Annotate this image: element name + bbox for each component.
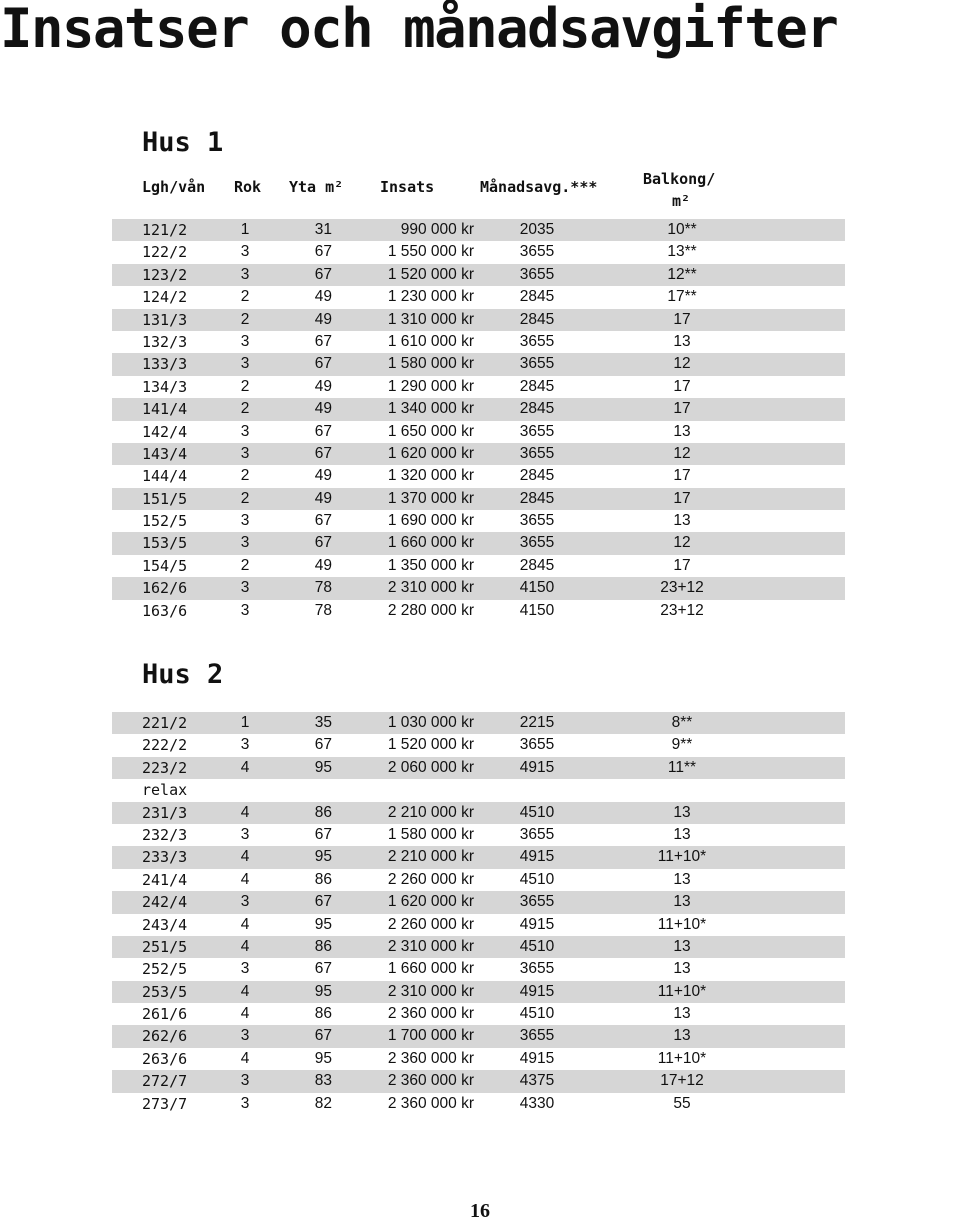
cell-yta: 86 <box>314 937 332 955</box>
cell-yta: 95 <box>314 1049 332 1067</box>
cell-yta: 49 <box>314 377 332 395</box>
cell-balkong: 17+12 <box>660 1072 704 1090</box>
cell-insats: 1 030 000 kr <box>387 714 474 731</box>
cell-manad: 3655 <box>519 355 555 373</box>
cell-manad: 2845 <box>519 400 555 418</box>
cell-apt: 163/6 <box>142 601 188 620</box>
cell-rok: 3 <box>240 422 250 440</box>
cell-rok: 4 <box>240 870 250 888</box>
section-title-hus-1: Hus 1 <box>142 127 224 158</box>
cell-manad: 4510 <box>519 870 555 888</box>
cell-balkong: 17 <box>673 556 691 574</box>
cell-manad: 2845 <box>519 489 555 507</box>
cell-insats: 1 650 000 kr <box>387 422 474 440</box>
cell-balkong: 11+10* <box>657 915 707 933</box>
cell-balkong: 10** <box>667 221 697 238</box>
table-row <box>112 779 845 801</box>
cell-manad: 4915 <box>519 1049 555 1067</box>
cell-balkong: 17 <box>673 400 691 418</box>
cell-balkong: 13 <box>673 512 691 530</box>
cell-manad: 4915 <box>519 758 555 776</box>
cell-yta: 86 <box>314 803 332 821</box>
cell-apt: 251/5 <box>142 937 188 956</box>
cell-yta: 95 <box>314 982 332 1000</box>
cell-yta: 78 <box>314 601 332 619</box>
cell-rok: 1 <box>240 714 250 731</box>
table-row <box>112 914 845 936</box>
cell-insats: 1 660 000 kr <box>387 960 474 978</box>
cell-apt: 141/4 <box>142 400 188 419</box>
table-row <box>112 1070 845 1092</box>
table-row <box>112 443 845 465</box>
cell-apt: 243/4 <box>142 915 188 934</box>
cell-insats: 1 550 000 kr <box>387 243 474 261</box>
table-row <box>112 1003 845 1025</box>
cell-rok: 4 <box>240 915 250 933</box>
cell-yta: 83 <box>314 1072 332 1090</box>
cell-balkong: 12** <box>667 265 697 283</box>
cell-manad: 2845 <box>519 467 555 485</box>
cell-yta: 49 <box>314 467 332 485</box>
cell-balkong: 17** <box>667 288 697 306</box>
cell-yta: 49 <box>314 556 332 574</box>
cell-apt: 132/3 <box>142 332 188 351</box>
cell-apt: 121/2 <box>142 221 188 239</box>
cell-balkong: 13 <box>673 1027 691 1045</box>
cell-apt: 152/5 <box>142 512 188 531</box>
cell-apt: 154/5 <box>142 556 188 575</box>
cell-insats: 2 360 000 kr <box>387 1094 474 1112</box>
cell-balkong: 12 <box>673 534 691 552</box>
table-row <box>112 488 845 510</box>
cell-insats: 1 620 000 kr <box>387 444 474 462</box>
cell-insats: 2 310 000 kr <box>387 937 474 955</box>
table-row <box>112 1093 845 1115</box>
section-title-hus-2: Hus 2 <box>142 659 224 690</box>
cell-apt: 253/5 <box>142 982 188 1001</box>
page-title: Insatser och månadsavgifter <box>0 0 838 60</box>
cell-yta: 67 <box>314 265 332 283</box>
cell-balkong: 12 <box>673 355 691 373</box>
table-row <box>112 936 845 958</box>
cell-manad: 2035 <box>519 221 555 238</box>
table-row <box>112 824 845 846</box>
cell-yta: 67 <box>314 534 332 552</box>
cell-apt: 142/4 <box>142 422 188 441</box>
table-row <box>112 802 845 824</box>
table-row <box>112 309 845 331</box>
cell-insats: 1 370 000 kr <box>387 489 474 507</box>
header-yta: Yta m² <box>289 178 344 196</box>
cell-manad: 3655 <box>519 736 555 754</box>
cell-manad: 3655 <box>519 243 555 261</box>
cell-manad: 3655 <box>519 422 555 440</box>
cell-yta: 49 <box>314 489 332 507</box>
cell-rok: 3 <box>240 243 250 261</box>
cell-rok: 3 <box>240 960 250 978</box>
cell-yta: 67 <box>314 893 332 911</box>
cell-yta: 67 <box>314 512 332 530</box>
cell-manad: 3655 <box>519 332 555 350</box>
cell-manad: 3655 <box>519 893 555 911</box>
cell-manad: 3655 <box>519 512 555 530</box>
page-number: 16 <box>470 1200 490 1222</box>
cell-balkong: 11+10* <box>657 1049 707 1067</box>
cell-apt: relax <box>142 781 188 800</box>
cell-balkong: 11+10* <box>657 982 707 1000</box>
cell-manad: 4375 <box>519 1072 555 1090</box>
cell-apt: 223/2 <box>142 758 188 777</box>
cell-yta: 49 <box>314 310 332 328</box>
cell-insats: 1 290 000 kr <box>387 377 474 395</box>
cell-insats: 2 360 000 kr <box>387 1005 474 1023</box>
cell-apt: 273/7 <box>142 1094 188 1113</box>
table-row <box>112 510 845 532</box>
cell-balkong: 13 <box>673 937 691 955</box>
cell-manad: 2845 <box>519 377 555 395</box>
cell-balkong: 17 <box>673 377 691 395</box>
cell-yta: 95 <box>314 848 332 866</box>
cell-yta: 67 <box>314 422 332 440</box>
cell-apt: 262/6 <box>142 1027 188 1046</box>
cell-yta: 49 <box>314 400 332 418</box>
table-row <box>112 600 845 622</box>
cell-rok: 3 <box>240 265 250 283</box>
cell-apt: 124/2 <box>142 288 188 307</box>
cell-manad: 4915 <box>519 848 555 866</box>
table-row <box>112 1048 845 1070</box>
cell-yta: 67 <box>314 960 332 978</box>
header-manadsavg: Månadsavg.*** <box>480 178 598 196</box>
cell-balkong: 55 <box>673 1094 691 1112</box>
cell-apt: 123/2 <box>142 265 188 284</box>
cell-rok: 4 <box>240 1049 250 1067</box>
cell-yta: 82 <box>314 1094 332 1112</box>
cell-rok: 4 <box>240 1005 250 1023</box>
cell-balkong: 13 <box>673 825 691 843</box>
cell-insats: 1 320 000 kr <box>387 467 474 485</box>
cell-balkong: 13 <box>673 422 691 440</box>
cell-yta: 31 <box>314 221 332 238</box>
cell-insats: 1 620 000 kr <box>387 893 474 911</box>
cell-yta: 67 <box>314 825 332 843</box>
cell-apt: 221/2 <box>142 714 188 732</box>
cell-insats: 2 360 000 kr <box>387 1072 474 1090</box>
cell-rok: 4 <box>240 982 250 1000</box>
cell-rok: 3 <box>240 1094 250 1112</box>
cell-rok: 3 <box>240 1072 250 1090</box>
cell-yta: 95 <box>314 758 332 776</box>
cell-apt: 122/2 <box>142 243 188 262</box>
header-insats: Insats <box>380 178 435 196</box>
cell-rok: 3 <box>240 1027 250 1045</box>
cell-apt: 241/4 <box>142 870 188 889</box>
cell-rok: 2 <box>240 556 250 574</box>
cell-insats: 1 580 000 kr <box>387 355 474 373</box>
cell-apt: 231/3 <box>142 803 188 822</box>
table-row <box>112 241 845 263</box>
cell-insats: 1 350 000 kr <box>387 556 474 574</box>
table-row <box>112 958 845 980</box>
cell-rok: 2 <box>240 377 250 395</box>
cell-yta: 67 <box>314 243 332 261</box>
cell-rok: 3 <box>240 579 250 597</box>
cell-apt: 144/4 <box>142 467 188 486</box>
cell-manad: 3655 <box>519 825 555 843</box>
cell-insats: 1 340 000 kr <box>387 400 474 418</box>
cell-balkong: 17 <box>673 467 691 485</box>
cell-rok: 2 <box>240 467 250 485</box>
cell-manad: 4915 <box>519 982 555 1000</box>
table-row <box>112 869 845 891</box>
table-row <box>112 532 845 554</box>
cell-rok: 3 <box>240 534 250 552</box>
cell-rok: 3 <box>240 736 250 754</box>
cell-balkong: 9** <box>671 736 693 754</box>
cell-insats: 2 310 000 kr <box>387 982 474 1000</box>
table-row <box>112 264 845 286</box>
cell-insats: 990 000 kr <box>400 221 474 238</box>
cell-apt: 222/2 <box>142 736 188 755</box>
cell-apt: 151/5 <box>142 489 188 508</box>
cell-balkong: 11+10* <box>657 848 707 866</box>
table-row <box>112 398 845 420</box>
cell-yta: 86 <box>314 870 332 888</box>
cell-rok: 3 <box>240 825 250 843</box>
cell-yta: 67 <box>314 355 332 373</box>
table-header <box>0 170 960 214</box>
cell-insats: 2 260 000 kr <box>387 870 474 888</box>
cell-balkong: 8** <box>671 714 693 731</box>
cell-apt: 134/3 <box>142 377 188 396</box>
cell-yta: 67 <box>314 736 332 754</box>
cell-insats: 2 360 000 kr <box>387 1049 474 1067</box>
cell-rok: 2 <box>240 489 250 507</box>
cell-yta: 78 <box>314 579 332 597</box>
cell-yta: 86 <box>314 1005 332 1023</box>
header-balkong-unit: m² <box>672 192 691 210</box>
cell-yta: 49 <box>314 288 332 306</box>
table-row <box>112 331 845 353</box>
cell-apt: 272/7 <box>142 1072 188 1091</box>
cell-apt: 232/3 <box>142 825 188 844</box>
cell-balkong: 13 <box>673 1005 691 1023</box>
cell-balkong: 17 <box>673 489 691 507</box>
cell-balkong: 13 <box>673 870 691 888</box>
cell-rok: 2 <box>240 310 250 328</box>
cell-manad: 2215 <box>519 714 555 731</box>
cell-manad: 4330 <box>519 1094 555 1112</box>
cell-balkong: 13 <box>673 332 691 350</box>
table-row <box>112 219 845 241</box>
cell-apt: 133/3 <box>142 355 188 374</box>
cell-apt: 261/6 <box>142 1005 188 1024</box>
cell-insats: 1 230 000 kr <box>387 288 474 306</box>
cell-manad: 4510 <box>519 937 555 955</box>
cell-apt: 162/6 <box>142 579 188 598</box>
cell-balkong: 13** <box>667 243 697 261</box>
table-row <box>112 577 845 599</box>
cell-balkong: 23+12 <box>660 601 704 619</box>
table-row <box>112 421 845 443</box>
cell-balkong: 12 <box>673 444 691 462</box>
cell-rok: 3 <box>240 601 250 619</box>
cell-insats: 1 520 000 kr <box>387 265 474 283</box>
cell-insats: 1 610 000 kr <box>387 332 474 350</box>
cell-apt: 153/5 <box>142 534 188 553</box>
cell-balkong: 17 <box>673 310 691 328</box>
cell-rok: 4 <box>240 937 250 955</box>
cell-balkong: 13 <box>673 893 691 911</box>
cell-yta: 67 <box>314 1027 332 1045</box>
table-row <box>112 286 845 308</box>
table-row <box>112 1025 845 1047</box>
cell-manad: 2845 <box>519 288 555 306</box>
cell-rok: 4 <box>240 848 250 866</box>
cell-insats: 2 060 000 kr <box>387 758 474 776</box>
cell-manad: 3655 <box>519 534 555 552</box>
cell-yta: 35 <box>314 714 332 731</box>
table-row <box>112 891 845 913</box>
table-row <box>112 981 845 1003</box>
cell-manad: 4150 <box>519 579 555 597</box>
cell-yta: 95 <box>314 915 332 933</box>
cell-rok: 4 <box>240 803 250 821</box>
cell-balkong: 23+12 <box>660 579 704 597</box>
cell-manad: 2845 <box>519 556 555 574</box>
cell-apt: 252/5 <box>142 960 188 979</box>
cell-apt: 263/6 <box>142 1049 188 1068</box>
table-row <box>112 555 845 577</box>
cell-manad: 4510 <box>519 1005 555 1023</box>
cell-manad: 4510 <box>519 803 555 821</box>
cell-apt: 143/4 <box>142 444 188 463</box>
table-row <box>112 846 845 868</box>
table-row <box>112 353 845 375</box>
cell-manad: 2845 <box>519 310 555 328</box>
cell-insats: 1 660 000 kr <box>387 534 474 552</box>
cell-rok: 1 <box>240 221 250 238</box>
cell-rok: 3 <box>240 444 250 462</box>
cell-insats: 1 520 000 kr <box>387 736 474 754</box>
cell-manad: 3655 <box>519 1027 555 1045</box>
cell-insats: 1 580 000 kr <box>387 825 474 843</box>
table-hus-1 <box>112 219 845 622</box>
header-rok: Rok <box>234 178 262 196</box>
cell-manad: 4915 <box>519 915 555 933</box>
header-apt: Lgh/vån <box>142 178 206 196</box>
table-row <box>112 465 845 487</box>
cell-rok: 3 <box>240 355 250 373</box>
cell-apt: 131/3 <box>142 310 188 329</box>
cell-insats: 1 310 000 kr <box>387 310 474 328</box>
cell-insats: 2 310 000 kr <box>387 579 474 597</box>
cell-insats: 1 690 000 kr <box>387 512 474 530</box>
cell-manad: 3655 <box>519 265 555 283</box>
cell-insats: 2 260 000 kr <box>387 915 474 933</box>
cell-rok: 3 <box>240 332 250 350</box>
cell-rok: 3 <box>240 512 250 530</box>
cell-yta: 67 <box>314 332 332 350</box>
table-row <box>112 376 845 398</box>
cell-rok: 2 <box>240 288 250 306</box>
cell-balkong: 13 <box>673 803 691 821</box>
cell-manad: 3655 <box>519 444 555 462</box>
cell-rok: 2 <box>240 400 250 418</box>
table-hus-2 <box>112 712 845 1115</box>
cell-rok: 3 <box>240 893 250 911</box>
cell-rok: 4 <box>240 758 250 776</box>
cell-apt: 233/3 <box>142 848 188 867</box>
cell-insats: 2 210 000 kr <box>387 848 474 866</box>
cell-balkong: 13 <box>673 960 691 978</box>
cell-yta: 67 <box>314 444 332 462</box>
cell-balkong: 11** <box>667 758 697 776</box>
cell-manad: 3655 <box>519 960 555 978</box>
cell-manad: 4150 <box>519 601 555 619</box>
cell-apt: 242/4 <box>142 893 188 912</box>
table-row <box>112 734 845 756</box>
cell-insats: 2 280 000 kr <box>387 601 474 619</box>
cell-insats: 1 700 000 kr <box>387 1027 474 1045</box>
table-row <box>112 712 845 734</box>
cell-insats: 2 210 000 kr <box>387 803 474 821</box>
table-row <box>112 757 845 779</box>
header-balkong: Balkong/ <box>643 170 716 188</box>
